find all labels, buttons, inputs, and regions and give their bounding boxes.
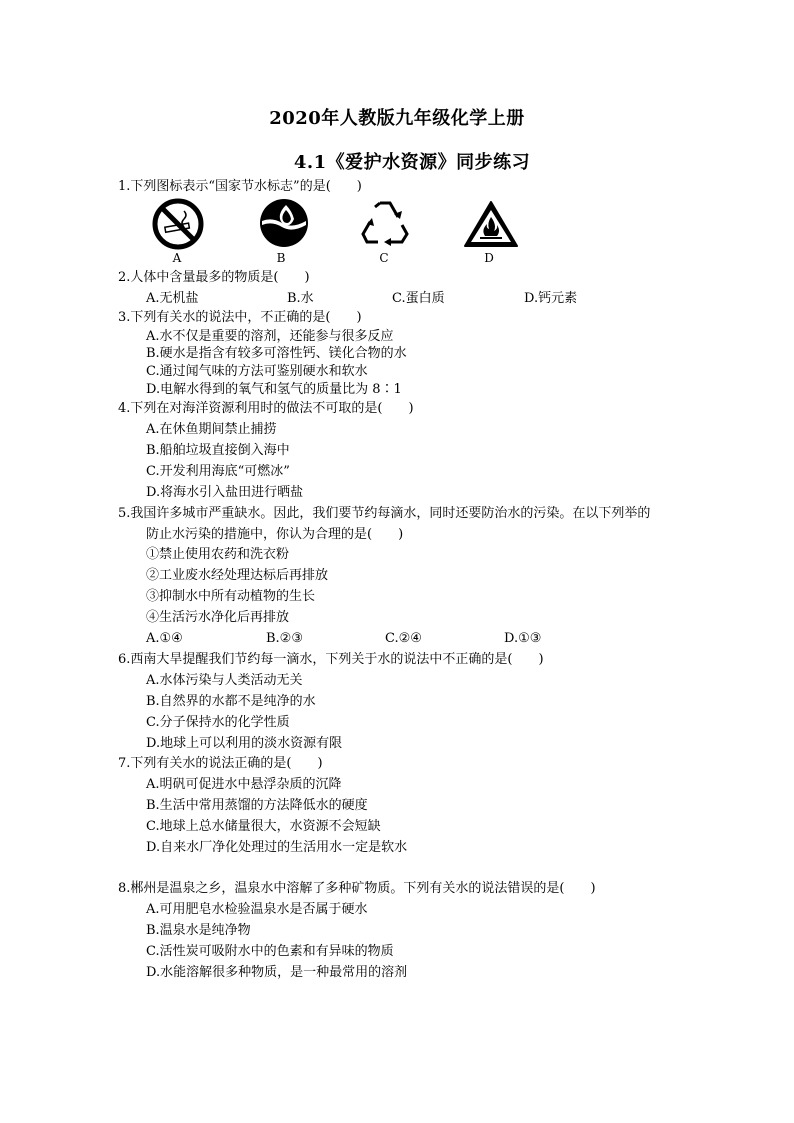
question-4-stem: 4.下列在对海洋资源利用时的做法不可取的是( ) xyxy=(118,401,414,416)
question-6-option-b: B.自然界的水都不是纯净的水 xyxy=(146,694,316,709)
question-8-option-c: C.活性炭可吸附水中的色素和有异味的物质 xyxy=(146,944,394,959)
question-8-option-b: B.温泉水是纯净物 xyxy=(146,923,251,938)
question-8-option-a: A.可用肥皂水检验温泉水是否属于硬水 xyxy=(146,902,368,917)
question-5-item-1: ①禁止使用农药和洗衣粉 xyxy=(146,547,290,562)
question-6-option-c: C.分子保持水的化学性质 xyxy=(146,715,290,730)
question-5-item-4: ④生活污水净化后再排放 xyxy=(146,610,290,625)
question-7-option-a: A.明矾可促进水中悬浮杂质的沉降 xyxy=(146,777,342,792)
question-2-option-a: A.无机盐 xyxy=(146,291,199,306)
question-5-option-b: B.②③ xyxy=(266,631,303,646)
question-7-option-d: D.自来水厂净化处理过的生活用水一定是软水 xyxy=(146,840,408,855)
question-6-stem: 6.西南大旱提醒我们节约每一滴水，下列关于水的说法中不正确的是( ) xyxy=(118,652,544,667)
question-5-option-c: C.②④ xyxy=(385,631,422,646)
icon-label-a: A xyxy=(172,251,182,265)
question-6-option-d: D.地球上可以利用的淡水资源有限 xyxy=(146,736,343,751)
question-2-option-d: D.钙元素 xyxy=(524,291,578,306)
flammable-warning-icon xyxy=(462,199,520,249)
question-4-option-c: C.开发利用海底“可燃冰” xyxy=(146,464,290,479)
page-title: 2020年人教版九年级化学上册 xyxy=(269,108,525,129)
question-3-stem: 3.下列有关水的说法中，不正确的是( ) xyxy=(118,310,362,325)
question-4-option-a: A.在休鱼期间禁止捕捞 xyxy=(146,422,277,437)
question-8-option-d: D.水能溶解很多种物质，是一种最常用的溶剂 xyxy=(146,965,408,980)
no-smoking-icon xyxy=(151,197,205,251)
page-subtitle: 4.1《爱护水资源》同步练习 xyxy=(293,152,531,173)
question-5-item-2: ②工业废水经处理达标后再排放 xyxy=(146,568,329,583)
question-1-stem: 1.下列图标表示“国家节水标志”的是( ) xyxy=(118,179,362,194)
water-saving-icon xyxy=(256,197,312,249)
question-5-stem-line-1: 5.我国许多城市严重缺水。因此，我们要节约每滴水，同时还要防治水的污染。在以下列举的 xyxy=(118,506,651,521)
question-8-stem: 8.郴州是温泉之乡，温泉水中溶解了多种矿物质。下列有关水的说法错误的是( ) xyxy=(118,881,596,896)
question-5-option-d: D.①③ xyxy=(504,631,542,646)
icon-label-d: D xyxy=(484,251,494,265)
question-3-option-d: D.电解水得到的氧气和氢气的质量比为 8∶1 xyxy=(146,382,402,397)
question-5-item-3: ③抑制水中所有动植物的生长 xyxy=(146,589,316,604)
icon-label-b: B xyxy=(276,251,286,265)
recycle-icon xyxy=(358,197,412,249)
question-2-option-c: C.蛋白质 xyxy=(392,291,445,306)
question-4-option-d: D.将海水引入盐田进行晒盐 xyxy=(146,485,304,500)
question-6-option-a: A.水体污染与人类活动无关 xyxy=(146,673,303,688)
question-3-option-c: C.通过闻气味的方法可鉴别硬水和软水 xyxy=(146,364,368,379)
question-5-option-a: A.①④ xyxy=(146,631,183,646)
question-7-stem: 7.下列有关水的说法正确的是( ) xyxy=(118,756,323,771)
question-5-stem-line-2: 防止水污染的措施中，你认为合理的是( ) xyxy=(146,527,404,542)
question-2-option-b: B.水 xyxy=(287,291,314,306)
question-3-option-b: B.硬水是指含有较多可溶性钙、镁化合物的水 xyxy=(146,346,407,361)
icon-label-c: C xyxy=(379,251,389,265)
question-4-option-b: B.船舶垃圾直接倒入海中 xyxy=(146,443,290,458)
question-2-stem: 2.人体中含量最多的物质是( ) xyxy=(118,270,310,285)
question-3-option-a: A.水不仅是重要的溶剂，还能参与很多反应 xyxy=(146,329,394,344)
question-7-option-c: C.地球上总水储量很大，水资源不会短缺 xyxy=(146,819,381,834)
question-7-option-b: B.生活中常用蒸馏的方法降低水的硬度 xyxy=(146,798,368,813)
